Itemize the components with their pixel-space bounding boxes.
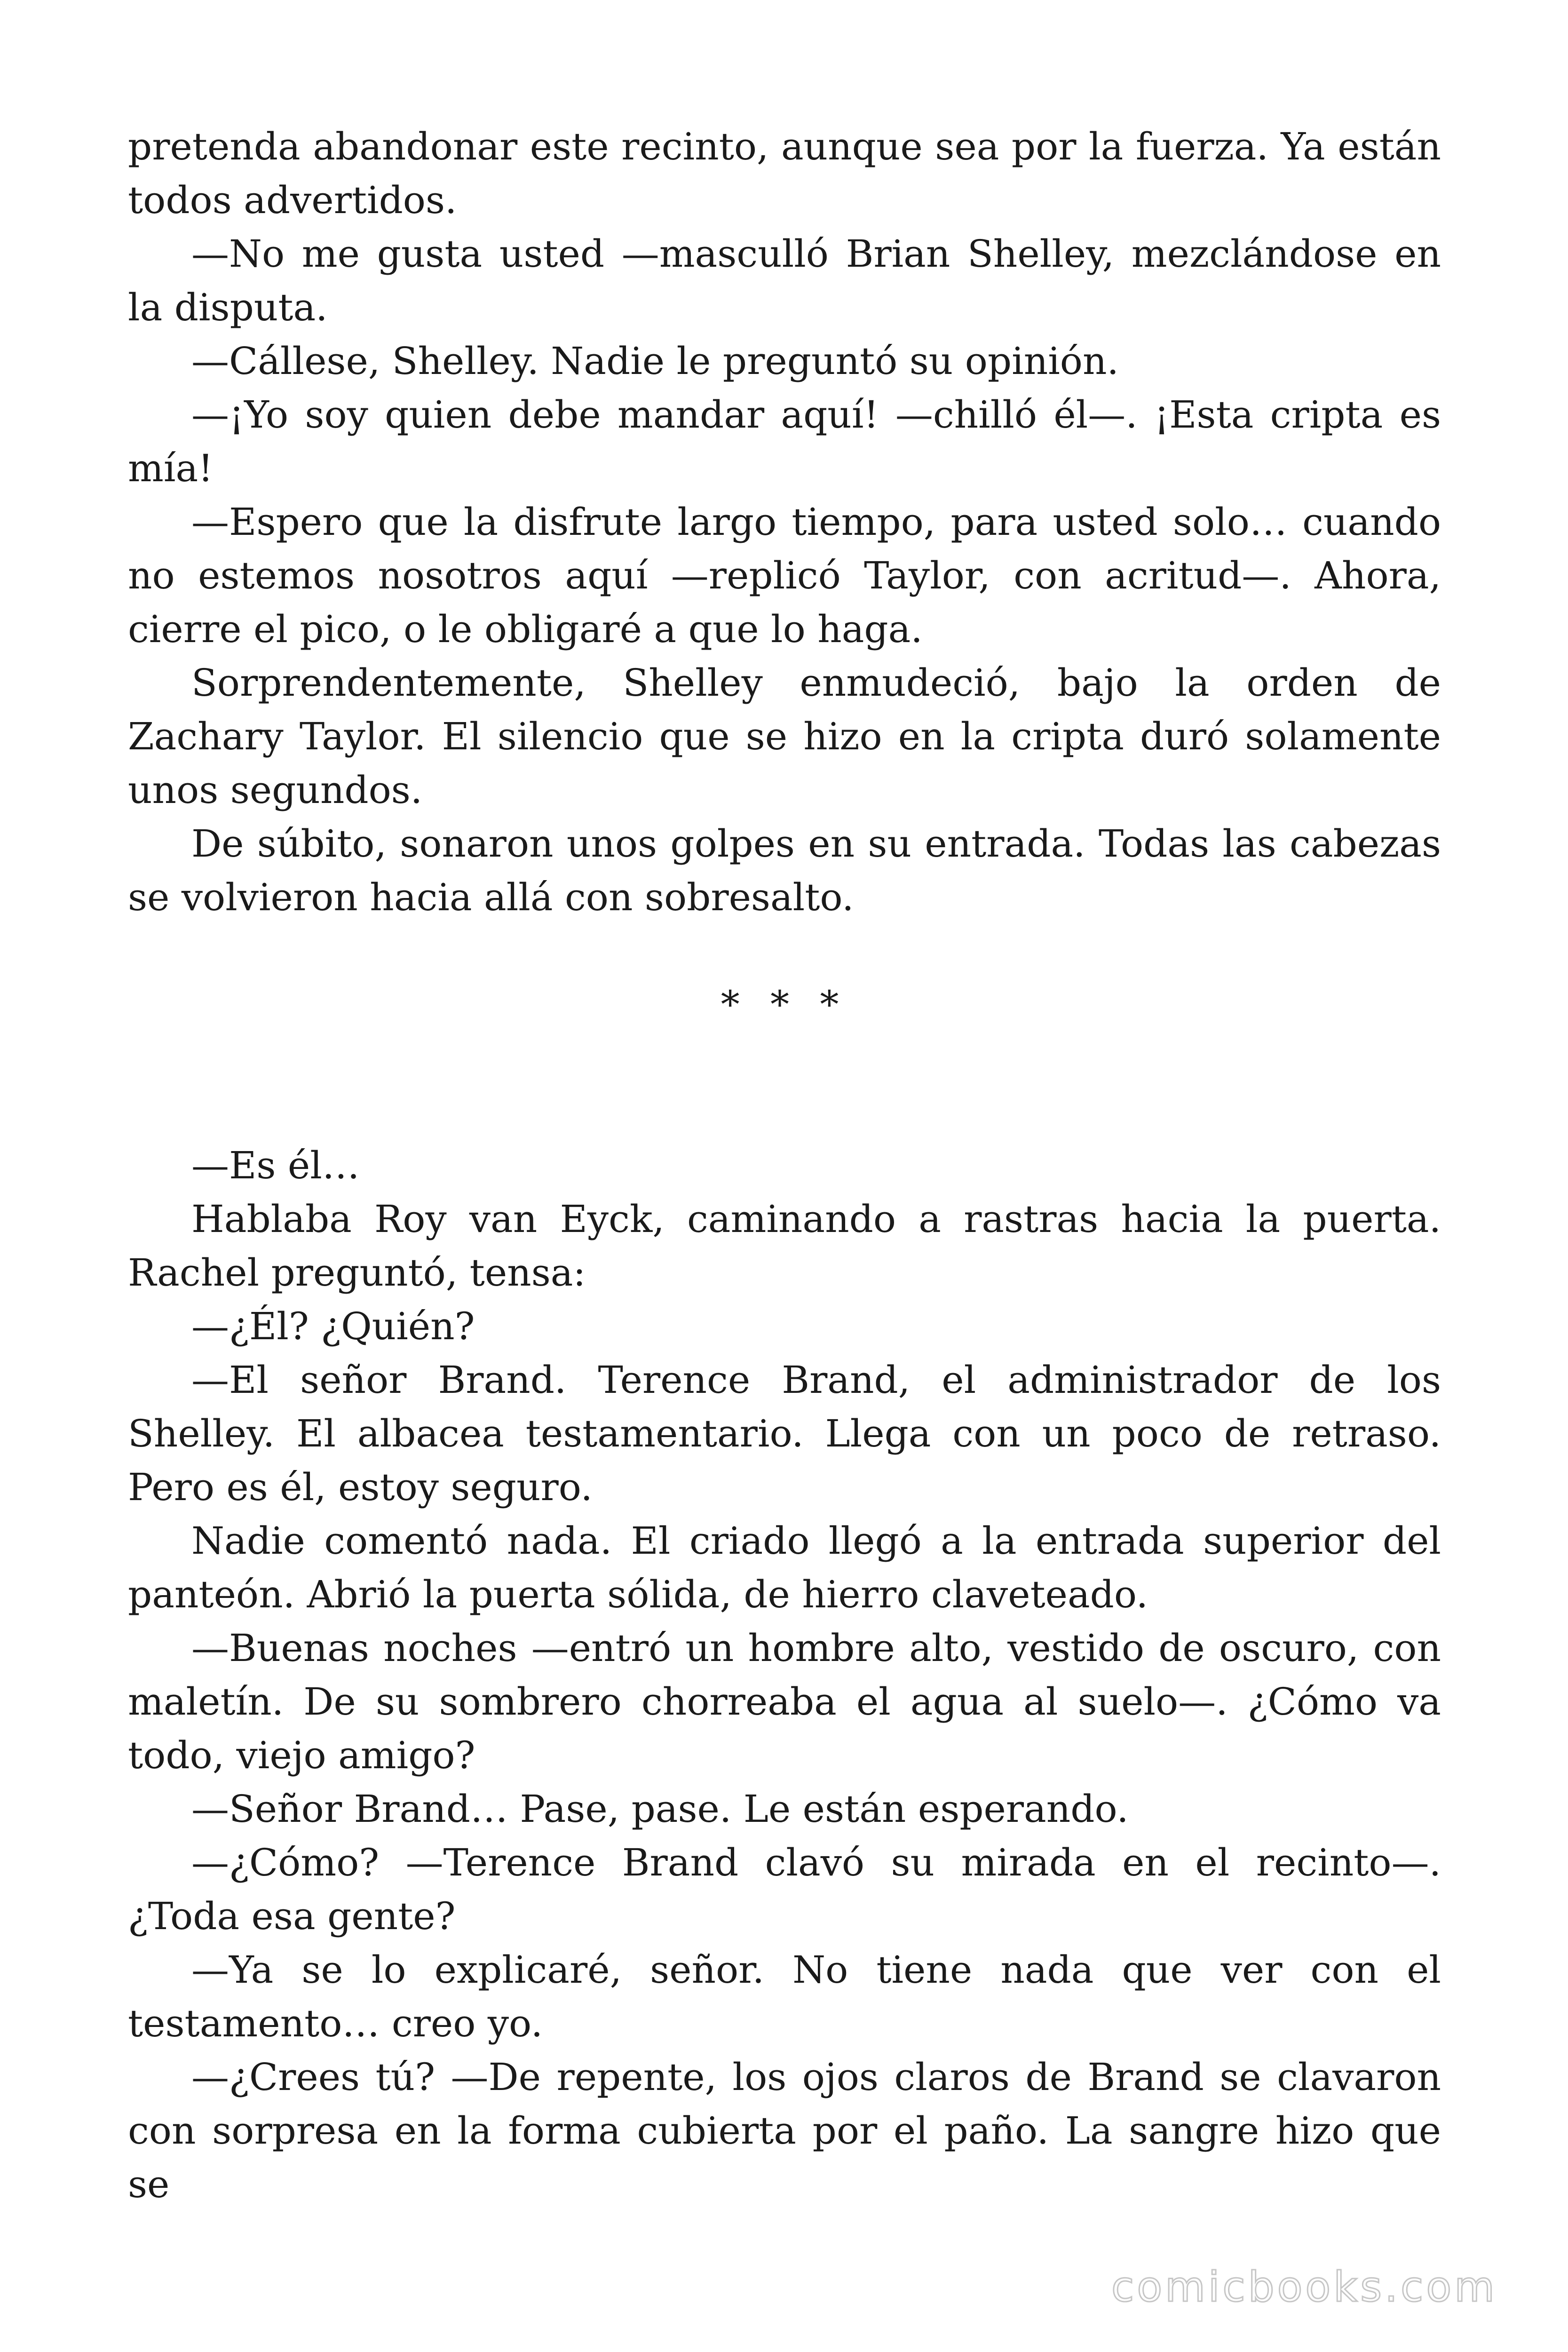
page-text — [128, 120, 1441, 2211]
scene-separator: * * * — [721, 983, 848, 1026]
paragraph: —¡Yo soy quien debe mandar aquí! —chilló él—. ¡Esta cripta es mía! — [128, 393, 1441, 490]
paragraph: —No me gusta usted —mascullό Brian Shelley, mezclándose en la disputa. — [128, 232, 1441, 329]
watermark: comicbooks.com — [1111, 2263, 1497, 2311]
paragraph: —Buenas noches —entró un hombre alto, vestido de oscuro, con maletín. De su sombrero chorreaba el agua al suelo—. ¿Cómo va todo, viejo amigo? — [128, 1626, 1441, 1777]
paragraph: —Es él… — [191, 1144, 360, 1187]
paragraph: —Cállese, Shelley. Nadie le preguntó su opinión. — [191, 339, 1119, 383]
paragraph: Sorprendentemente, Shelley enmudeció, bajo la orden de Zachary Taylor. El silencio que se hizo en la cripta duró solamente unos segundos. — [128, 661, 1441, 812]
paragraph: —Señor Brand… Pase, pase. Le están esperando. — [191, 1787, 1129, 1831]
paragraph: —¿Él? ¿Quién? — [191, 1304, 475, 1348]
paragraph: Hablaba Roy van Eyck, caminando a rastras hacia la puerta. Rachel preguntó, tensa: — [128, 1197, 1441, 1295]
paragraph: —¿Crees tú? —De repente, los ojos claros de Brand se clavaron con sorpresa en la forma cubierta por el paño. La sangre hizo que se — [128, 2055, 1441, 2206]
paragraph: —El señor Brand. Terence Brand, el administrador de los Shelley. El albacea testamentario. Llega con un poco de retraso. Pero es él, estoy seguro. — [128, 1358, 1441, 1509]
paragraph: —¿Cómo? —Terence Brand clavó su mirada en el recinto—. ¿Toda esa gente? — [128, 1841, 1441, 1938]
paragraph: —Espero que la disfrute largo tiempo, para usted solo… cuando no estemos nosotros aquí —replicó Taylor, con acritud—. Ahora, cierre el pico, o le obligaré a que lo haga. — [128, 500, 1441, 651]
paragraph: De súbito, sonaron unos golpes en su entrada. Todas las cabezas se volvieron hacia allá con sobresalto. — [128, 822, 1441, 919]
paragraph: pretenda abandonar este recinto, aunque sea por la fuerza. Ya están todos advertidos. — [128, 125, 1441, 222]
paragraph: —Ya se lo explicaré, señor. No tiene nada que ver con el testamento… creo yo. — [128, 1948, 1441, 2045]
paragraph: Nadie comentó nada. El criado llegó a la entrada superior del panteón. Abrió la puerta sólida, de hierro claveteado. — [128, 1519, 1441, 1616]
text-section-after — [128, 1139, 1441, 2211]
text-section-before — [128, 120, 1441, 924]
